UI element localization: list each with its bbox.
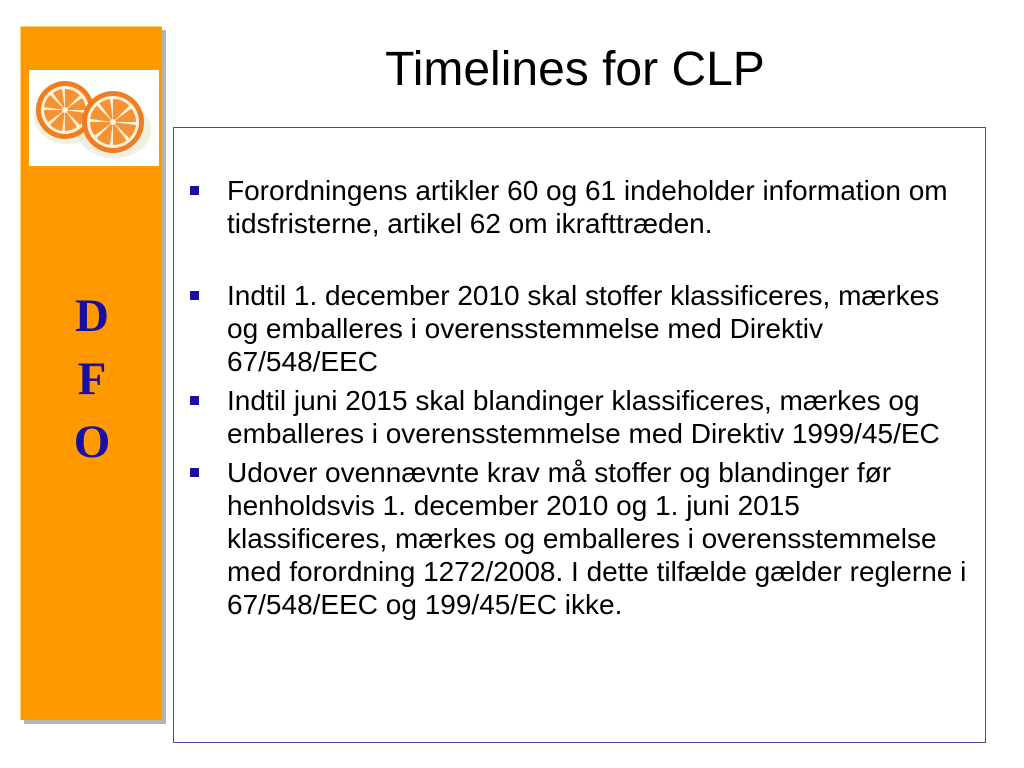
- square-bullet-icon: [190, 468, 199, 477]
- content-box: [173, 127, 986, 743]
- bullet-item: [187, 279, 967, 378]
- dfo-letters: [21, 285, 163, 474]
- dfo-letter-d: D: [75, 290, 109, 342]
- bullet-item: [187, 174, 967, 240]
- sidebar: [20, 26, 162, 720]
- dfo-letter-f: F: [77, 353, 107, 405]
- square-bullet-icon: [190, 186, 199, 195]
- bullet-text: Indtil 1. december 2010 skal stoffer klassificeres, mærkes og emballeres i overensstemmelse med Direktiv 67/548/EEC: [227, 280, 940, 377]
- orange-slices-logo: [29, 70, 159, 166]
- bullet-text: Udover ovennævnte krav må stoffer og blandinger før henholdsvis 1. december 2010 og 1. juni 2015 klassificeres, mærkes og emballeres i overensstemmelse med forordning 1272/2008. I dette tilfælde gælder reglerne i 67/548/EEC og 199/45/EC ikke.: [227, 457, 967, 620]
- square-bullet-icon: [190, 396, 199, 405]
- slide-title: Timelines for CLP: [385, 43, 765, 96]
- bullet-list: [187, 174, 967, 621]
- square-bullet-icon: [190, 291, 199, 300]
- bullet-text: Indtil juni 2015 skal blandinger klassificeres, mærkes og emballeres i overensstemmelse med Direktiv 1999/45/EC: [227, 385, 940, 449]
- bullet-text: Forordningens artikler 60 og 61 indeholder information om tidsfristerne, artikel 62 om ikrafttræden.: [227, 175, 948, 239]
- dfo-letter-o: O: [73, 416, 111, 468]
- bullet-item: [187, 384, 967, 450]
- bullet-item: [187, 456, 967, 621]
- orange-slice-icon: [29, 70, 159, 166]
